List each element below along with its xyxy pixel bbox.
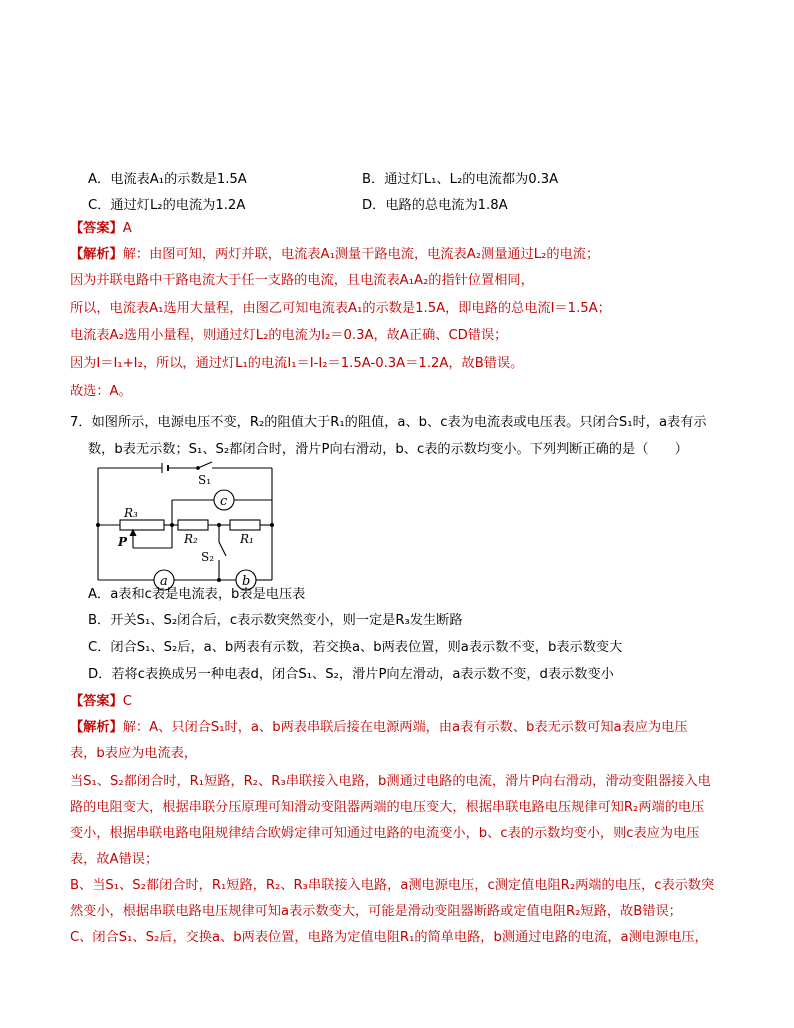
q6-analysis-line-6: 故选：A。: [70, 384, 132, 399]
q6-option-d: D．电路的总电流为1.8A: [362, 198, 508, 213]
q6-analysis-line-4: 电流表A₂选用小量程，则通过灯L₂的电流为I₂＝0.3A，故A正确、CD错误；: [70, 328, 508, 343]
analysis-tag: 【解析】: [70, 720, 123, 735]
label-s1: S₁: [198, 473, 212, 487]
q6-option-a: A．电流表A₁的示数是1.5A: [88, 172, 247, 187]
q6-analysis-line-3: 所以，电流表A₁选用大量程，由图乙可知电流表A₁的示数是1.5A，即电路的总电流I＝1.5A；: [70, 301, 611, 316]
q7-analysis-line-9: C、闭合S₁、S₂后，交换a、b两表位置，电路为定值电阻R₁的简单电路，b测通过电路的电流，a测电源电压，: [70, 930, 708, 945]
q6-option-c: C．通过灯L₂的电流为1.2A: [88, 198, 246, 213]
q7-answer: [70, 693, 794, 711]
label-r3: R₃: [124, 506, 138, 520]
label-r1: R₁: [240, 532, 254, 546]
q7-analysis-line-2: 表，b表应为电流表，: [70, 746, 198, 761]
label-a: a: [160, 574, 168, 589]
answer-value: C: [122, 694, 132, 709]
q7-stem-line-1: 7．如图所示，电源电压不变，R₂的阻值大于R₁的阻值，a、b、c表为电流表或电压表。只闭合S₁时，a表有示: [70, 415, 707, 430]
analysis-tag: 【解析】: [70, 247, 123, 262]
q6-option-b: B．通过灯L₁、L₂的电流都为0.3A: [362, 172, 559, 187]
answer-value: A: [122, 221, 132, 236]
label-c: c: [220, 494, 228, 509]
q7-analysis-line-3: 当S₁、S₂都闭合时，R₁短路，R₂、R₃串联接入电路，b测通过电路的电流，滑片P向右滑动，滑动变阻器接入电: [70, 774, 711, 789]
q7-analysis-line-8: 然变小，根据串联电路电压规律可知a表示数变大，可能是滑动变阻器断路或定值电阻R₂短路，故B错误；: [70, 904, 682, 919]
q6-answer: [70, 220, 794, 238]
q7-stem-line-2: 数，b表无示数；S₁、S₂都闭合时，滑片P向右滑动，b、c表的示数均变小。下列判断正确的是（ ）: [88, 442, 688, 457]
q7-analysis-line-6: 表，故A错误；: [70, 852, 159, 867]
q7-analysis-line-5: 变小，根据串联电路电阻规律结合欧姆定律可知通过电路的电流变小，b、c表的示数均变小，则c表应为电压: [70, 826, 700, 841]
q7-option-a: A．a表和c表是电流表，b表是电压表: [88, 587, 306, 602]
q7-analysis-line-4: 路的电阻变大，根据串联分压原理可知滑动变阻器两端的电压变大，根据串联电路电压规律可知R₂两端的电压: [70, 800, 705, 815]
label-s2: S₂: [201, 550, 215, 564]
analysis-text: 解：由图可知，两灯并联，电流表A₁测量干路电流，电流表A₂测量通过L₂的电流；: [122, 247, 600, 262]
q7-option-c: C．闭合S₁、S₂后，a、b两表有示数，若交换a、b两表位置，则a表示数不变，b表示数变大: [88, 640, 623, 655]
label-r2: R₂: [184, 532, 198, 546]
label-p: P: [118, 535, 128, 549]
q7-analysis-line-1: [70, 719, 794, 737]
answer-tag: 【答案】: [70, 694, 123, 709]
q7-option-d: D．若将c表换成另一种电表d，闭合S₁、S₂，滑片P向左滑动，a表示数不变，d表示数变小: [88, 667, 614, 682]
q7-option-b: B．开关S₁、S₂闭合后，c表示数突然变小，则一定是R₃发生断路: [88, 613, 463, 628]
answer-tag: 【答案】: [70, 221, 123, 236]
q6-analysis-line-5: 因为I＝I₁+I₂，所以，通过灯L₁的电流I₁＝I-I₂＝1.5A-0.3A＝1.2A，故B错误。: [70, 356, 524, 371]
label-b: b: [242, 574, 251, 589]
circuit-diagram: [90, 460, 280, 595]
q6-analysis-line-2: 因为并联电路中干路电流大于任一支路的电流，且电流表A₁A₂的指针位置相同，: [70, 273, 534, 288]
analysis-text: 解：A、只闭合S₁时，a、b两表串联后接在电源两端，由a表有示数、b表无示数可知a表应为电压: [122, 720, 688, 735]
q6-analysis-line-1: [70, 246, 794, 264]
q7-analysis-line-7: B、当S₁、S₂都闭合时，R₁短路，R₂、R₃串联接入电路，a测电源电压，c测定值电阻R₂两端的电压，c表示数突: [70, 878, 715, 893]
